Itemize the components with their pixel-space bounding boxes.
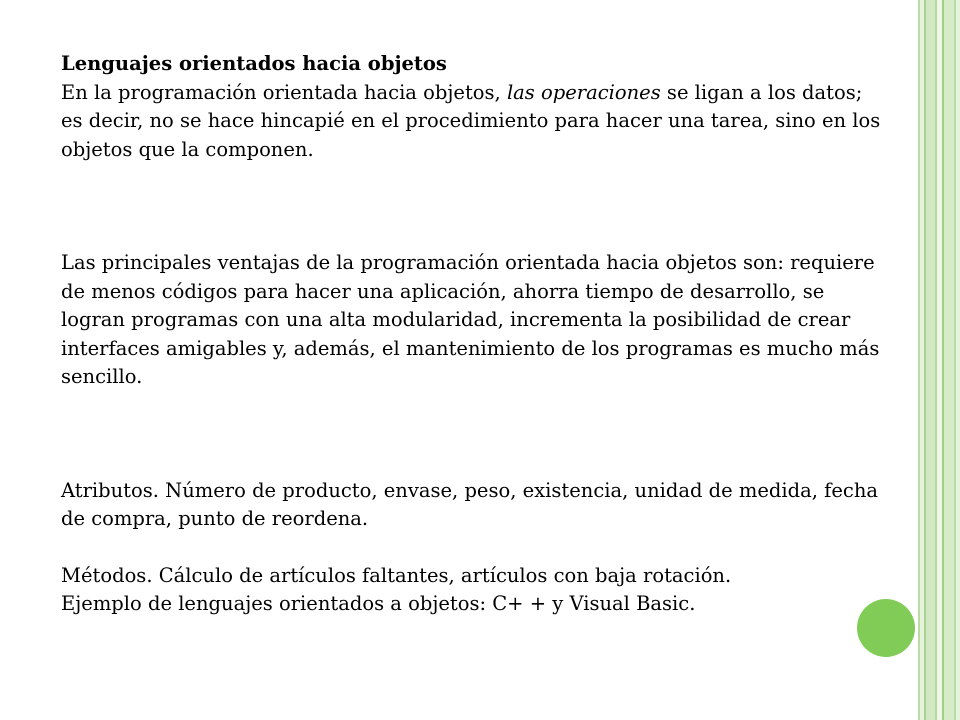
attributes-paragraph: Atributos. Número de producto, envase, peso, existencia, unidad de medida, fecha de compra, punto de reordena. (61, 478, 879, 530)
intro-paragraph (61, 79, 881, 165)
decorative-side-stripes (918, 0, 960, 720)
intro-before: En la programación orientada hacia objetos (61, 80, 495, 104)
intro-after: se ligan a los datos; es decir, no se hace hincapié en el procedimiento para hacer una tarea, sino en los objetos que la componen. (61, 80, 881, 161)
intro-comma: , (494, 80, 507, 104)
advantages-paragraph: Las principales ventajas de la programación orientada hacia objetos son: requiere de menos códigos para hacer una aplicación, ahorra tiempo de desarrollo, se logran programas con una alta modularidad, incrementa la posibilidad de crear interfaces amigables y, además, el mantenimiento de los programas es mucho más sencillo. (61, 251, 880, 388)
methods-line: Métodos. Cálculo de artículos faltantes, artículos con baja rotación. (61, 563, 732, 587)
slide-body (61, 50, 881, 619)
slide-heading: Lenguajes orientados hacia objetos (61, 52, 447, 75)
intro-emphasis: las operaciones (506, 80, 661, 104)
example-line: Ejemplo de lenguajes orientados a objetos: C+ + y Visual Basic. (61, 592, 696, 615)
